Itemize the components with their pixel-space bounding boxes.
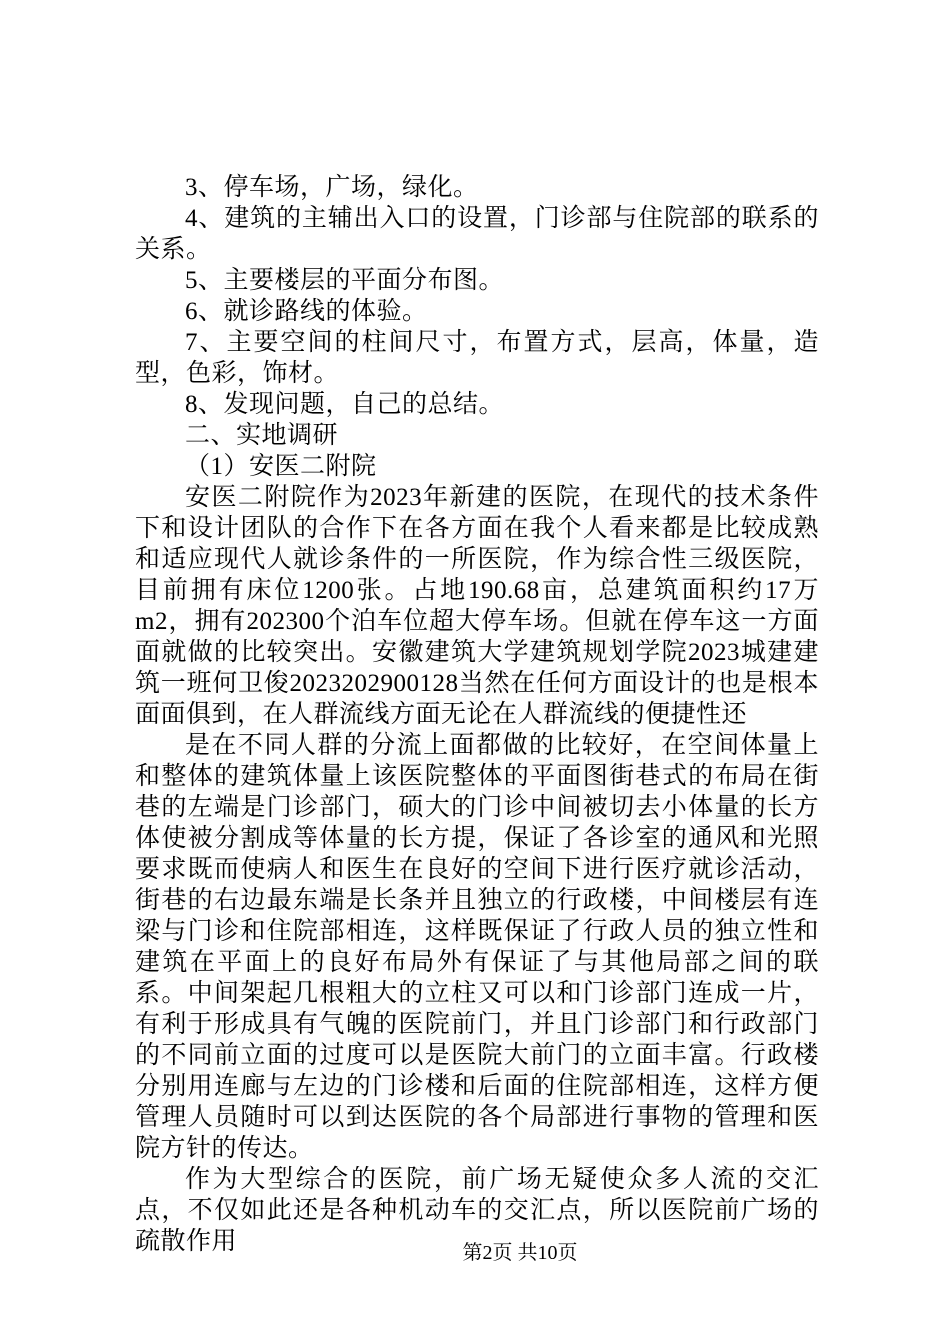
document-paragraph: 6、就诊路线的体验。 [185,298,428,325]
document-body [135,172,819,1257]
document-paragraph: 3、停车场，广场，绿化。 [185,174,479,201]
document-paragraph: 4、建筑的主辅出入口的设置，门诊部与住院部的联系的关系。 [135,205,819,263]
page-number-footer [0,1240,950,1266]
document-paragraph: 5、主要楼层的平面分布图。 [185,267,505,294]
section-heading: 二、实地调研 [185,422,339,449]
document-paragraph: 7、主要空间的柱间尺寸，布置方式，层高，体量，造型，色彩，饰材。 [135,329,819,387]
document-paragraph: 8、发现问题，自己的总结。 [185,391,505,418]
subsection-heading: （1）安医二附院 [185,453,377,480]
document-paragraph: 是在不同人群的分流上面都做的比较好，在空间体量上和整体的建筑体量上该医院整体的平面图街巷式的布局在街巷的左端是门诊部门，硕大的门诊中间被切去小体量的长方体使被分割成等体量的长方提，保证了各诊室的通风和光照要求既而使病人和医生在良好的空间下进行医疗就诊活动，街巷的右边最东端是长条并且独立的行政楼，中间楼层有连梁与门诊和住院部相连，这样既保证了行政人员的独立性和建筑在平面上的良好布局外有保证了与其他局部之间的联系。中间架起几根粗大的立柱又可以和门诊部门连成一片，有利于形成具有气魄的医院前门，并且门诊部门和行政部门的不同前立面的过度可以是医院大前门的立面丰富。行政楼分别用连廊与左边的门诊楼和后面的住院部相连，这样方便管理人员随时可以到达医院的各个局部进行事物的管理和医院方针的传达。 [135,732,819,1162]
document-paragraph: 安医二附院作为2023年新建的医院，在现代的技术条件下和设计团队的合作下在各方面在我个人看来都是比较成熟和适应现代人就诊条件的一所医院，作为综合性三级医院，目前拥有床位1200张。占地190.68亩，总建筑面积约17万m2，拥有202300个泊车位超大停车场。但就在停车这一方面面就做的比较突出。安徽建筑大学建筑规划学院2023城建建筑一班何卫俊2023202900128当然在任何方面设计的也是根本面面俱到，在人群流线方面无论在人群流线的便捷性还 [135,484,819,728]
document-paragraph: 作为大型综合的医院，前广场无疑使众多人流的交汇点，不仅如此还是各种机动车的交汇点，所以医院前广场的疏散作用 [135,1166,819,1255]
page-number-text: 第2页 共10页 [462,1242,578,1264]
